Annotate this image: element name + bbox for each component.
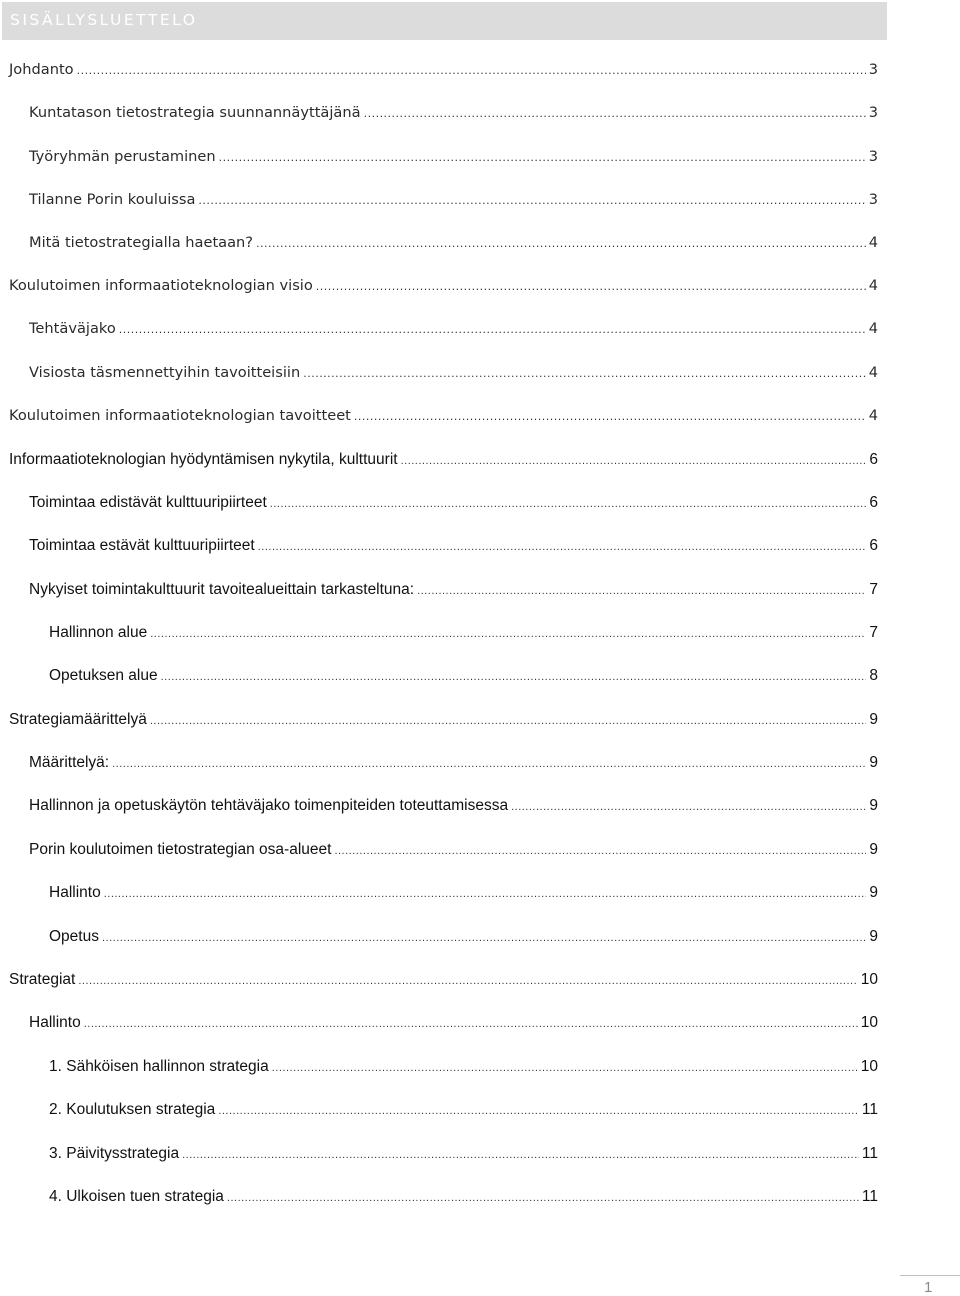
toc-entry-page: 4 [868,277,878,294]
dot-leader [334,839,866,862]
toc-entry[interactable] [29,579,878,601]
dot-leader [227,1186,859,1209]
toc-entry-page: 3 [868,148,878,165]
toc-entry-label: Johdanto [9,61,74,78]
dot-leader [354,405,866,428]
dot-leader [198,189,865,212]
toc-entry-page: 7 [869,624,878,641]
toc-entry-page: 11 [861,1101,878,1118]
dot-leader [401,449,867,472]
toc-entry-label: Visiosta täsmennettyihin tavoitteisiin [29,364,301,381]
dot-leader [272,1056,858,1079]
toc-entry[interactable] [29,535,878,557]
toc-entry-page: 8 [869,667,878,684]
toc-entry[interactable] [49,1099,878,1121]
toc-entry-page: 9 [869,711,878,728]
toc-entry-page: 9 [869,841,878,858]
toc-entry[interactable] [9,449,878,471]
toc-entry-page: 6 [869,537,878,554]
toc-title: SISÄLLYSLUETTELO [10,11,198,29]
toc-entry[interactable] [29,795,878,817]
toc-entry-page: 11 [861,1145,878,1162]
toc-entry[interactable] [29,318,878,340]
dot-leader [150,709,867,732]
dot-leader [112,752,866,775]
toc-entry[interactable] [49,1056,878,1078]
page-number: 1 [924,1279,933,1296]
toc-header-bar [2,2,887,40]
toc-entry-page: 3 [868,191,878,208]
dot-leader [417,579,866,602]
toc-entry-page: 7 [869,581,878,598]
toc-entry[interactable] [9,709,878,731]
dot-leader [219,146,866,169]
toc-entry-page: 9 [869,928,878,945]
toc-entry-label: Työryhmän perustaminen [29,148,216,165]
dot-leader [258,535,867,558]
dot-leader [119,318,866,341]
toc-entry-label: Porin koulutoimen tietostrategian osa-alueet [29,841,332,858]
toc-entry[interactable] [9,969,878,991]
toc-entry-page: 3 [868,104,878,121]
toc-entry-label: Strategiat [9,971,76,988]
toc-entry[interactable] [49,665,878,687]
toc-entry-label: Nykyiset toimintakulttuurit tavoitealueittain tarkasteltuna: [29,581,415,598]
toc-entry-label: 4. Ulkoisen tuen strategia [49,1188,224,1205]
toc-entry-page: 9 [869,884,878,901]
toc-entry[interactable] [9,405,878,427]
toc-entry[interactable] [49,622,878,644]
toc-entry[interactable] [49,1186,878,1208]
toc-entry[interactable] [49,882,878,904]
toc-entry[interactable] [29,189,878,211]
toc-entry-label: Toimintaa edistävät kulttuuripiirteet [29,494,267,511]
toc-entry[interactable] [29,752,878,774]
toc-entry[interactable] [29,1012,878,1034]
dot-leader [270,492,867,515]
toc-entry-label: Koulutoimen informaatioteknologian tavoitteet [9,407,351,424]
toc-entry-label: Hallinto [29,1014,81,1031]
dot-leader [182,1143,859,1166]
toc-entry-label: 3. Päivitysstrategia [49,1145,180,1162]
toc-entry[interactable] [29,102,878,124]
dot-leader [102,926,866,949]
toc-entry-page: 4 [868,407,878,424]
toc-entry-label: Opetuksen alue [49,667,158,684]
toc-entry-page: 6 [869,494,878,511]
toc-entry[interactable] [9,59,878,81]
toc-entry-page: 10 [860,971,878,988]
toc-entry[interactable] [29,492,878,514]
toc-entry-label: Tehtäväjako [29,320,116,337]
toc-entry-label: Hallinnon alue [49,624,148,641]
dot-leader [77,59,866,82]
toc-entry-page: 3 [868,61,878,78]
toc-entry[interactable] [49,1143,878,1165]
dot-leader [161,665,867,688]
toc-entry-label: Opetus [49,928,99,945]
toc-entry-label: Hallinnon ja opetuskäytön tehtäväjako toimenpiteiden toteuttamisessa [29,797,509,814]
toc-entry-label: 1. Sähköisen hallinnon strategia [49,1058,269,1075]
dot-leader [104,882,867,905]
toc-entry-label: Määrittelyä: [29,754,110,771]
toc-entry-page: 4 [868,320,878,337]
toc-entry-page: 11 [861,1188,878,1205]
toc-entry-page: 9 [869,754,878,771]
toc-entry-page: 10 [860,1014,878,1031]
toc-entry[interactable] [29,839,878,861]
toc-entry-label: Tilanne Porin kouluissa [29,191,196,208]
dot-leader [316,275,866,298]
toc-entry[interactable] [49,926,878,948]
footer-divider [900,1275,960,1276]
toc-entry-label: Informaatioteknologian hyödyntämisen nykytila, kulttuurit [9,451,398,468]
toc-entry-page: 4 [868,364,878,381]
toc-entry-label: Toimintaa estävät kulttuuripiirteet [29,537,255,554]
toc-entry-page: 10 [860,1058,878,1075]
dot-leader [256,232,866,255]
toc-entry-label: Kuntatason tietostrategia suunnannäyttäjänä [29,104,361,121]
toc-entry-label: Strategiamäärittelyä [9,711,147,728]
toc-entry-page: 4 [868,234,878,251]
dot-leader [218,1099,859,1122]
toc-entry-label: Koulutoimen informaatioteknologian visio [9,277,313,294]
dot-leader [150,622,866,645]
toc-entry-label: Mitä tietostrategialla haetaan? [29,234,254,251]
dot-leader [78,969,857,992]
dot-leader [84,1012,858,1035]
toc-entry[interactable] [29,146,878,168]
toc-entry-label: Hallinto [49,884,101,901]
toc-entry-label: 2. Koulutuksen strategia [49,1101,216,1118]
toc-entry-page: 6 [869,451,878,468]
toc-entry[interactable] [29,232,878,254]
toc-entry[interactable] [9,275,878,297]
dot-leader [364,102,866,125]
toc-entry-page: 9 [869,797,878,814]
dot-leader [511,795,866,818]
dot-leader [303,362,866,385]
toc-entry[interactable] [29,362,878,384]
